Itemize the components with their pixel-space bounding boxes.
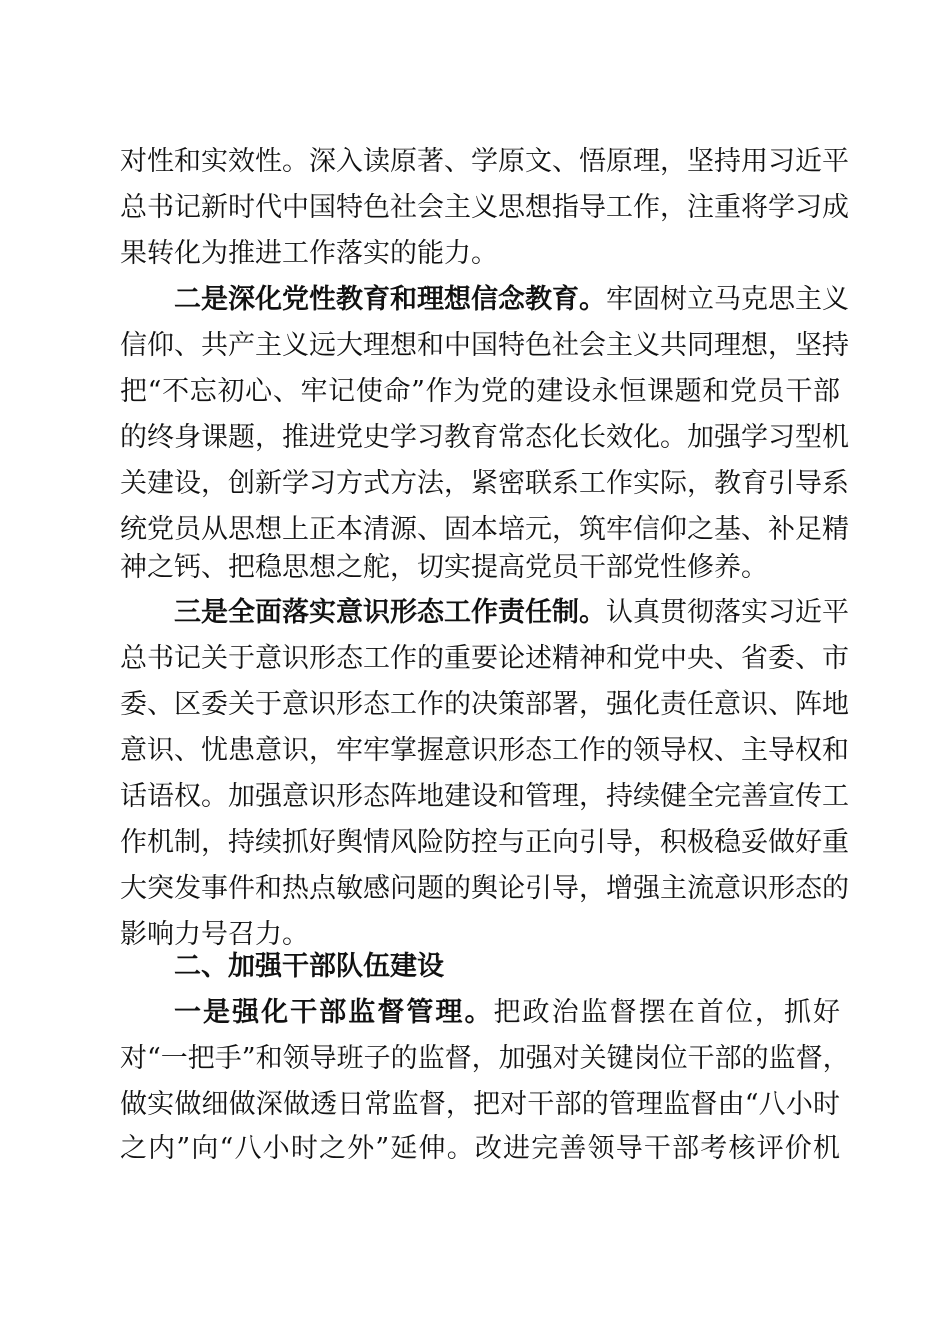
para3-line-2: 总书记关于意识形态工作的重要论述精神和党中央、省委、市 (120, 643, 849, 674)
para3-line-6: 作机制，持续抓好舆情风险防控与正向引导，积极稳妥做好重 (120, 827, 849, 858)
para2-line-2: 信仰、共产主义远大理想和中国特色社会主义共同理想，坚持 (120, 330, 849, 361)
para2-first-rest: 牢固树立马克思主义 (606, 284, 849, 315)
para2-line-6: 统党员从思想上正本清源、固本培元，筑牢信仰之基、补足精 (120, 514, 849, 545)
para4-line-2: 对“一把手”和领导班子的监督，加强对关键岗位干部的监督， (120, 1043, 850, 1074)
para3-line-1 (174, 590, 849, 636)
para3-line-7: 大突发事件和热点敏感问题的舆论引导，增强主流意识形态的 (120, 873, 849, 904)
para1-line-2: 总书记新时代中国特色社会主义思想指导工作，注重将学习成 (120, 192, 849, 223)
para3-line-4: 意识、忧患意识，牢牢掌握意识形态工作的领导权、主导权和 (120, 735, 849, 766)
para3-line-3: 委、区委关于意识形态工作的决策部署，强化责任意识、阵地 (120, 689, 849, 720)
para3-first-rest: 认真贯彻落实习近平 (606, 597, 849, 628)
para2-line-3: 把“不忘初心、牢记使命”作为党的建设永恒课题和党员干部 (120, 376, 840, 407)
para4-line-3: 做实做细做深做透日常监督，把对干部的管理监督由“八小时 (120, 1089, 840, 1120)
para2-line-4: 的终身课题，推进党史学习教育常态化长效化。加强学习型机 (120, 422, 849, 453)
para4-line-4: 之内”向“八小时之外”延伸。改进完善领导干部考核评价机 (120, 1133, 840, 1164)
para3-lead: 三是全面落实意识形态工作责任制。 (174, 597, 606, 628)
para1-line-3: 果转化为推进工作落实的能力。 (120, 238, 498, 269)
para3-line-8: 影响力号召力。 (120, 919, 309, 950)
para4-first-rest: 把政治监督摆在首位，抓好 (493, 997, 840, 1028)
para4-line-1 (174, 990, 840, 1036)
para2-line-5: 关建设，创新学习方式方法，紧密联系工作实际，教育引导系 (120, 468, 849, 499)
para2-lead: 二是深化党性教育和理想信念教育。 (174, 284, 606, 315)
para1-line-1: 对性和实效性。深入读原著、学原文、悟原理，坚持用习近平 (120, 146, 849, 177)
para4-lead: 一是强化干部监督管理。 (174, 997, 494, 1028)
section-heading: 二、加强干部队伍建设 (174, 951, 444, 982)
para2-line-7: 神之钙、把稳思想之舵，切实提高党员干部党性修养。 (120, 552, 768, 583)
para2-line-1 (174, 277, 849, 323)
para3-line-5: 话语权。加强意识形态阵地建设和管理，持续健全完善宣传工 (120, 781, 849, 812)
